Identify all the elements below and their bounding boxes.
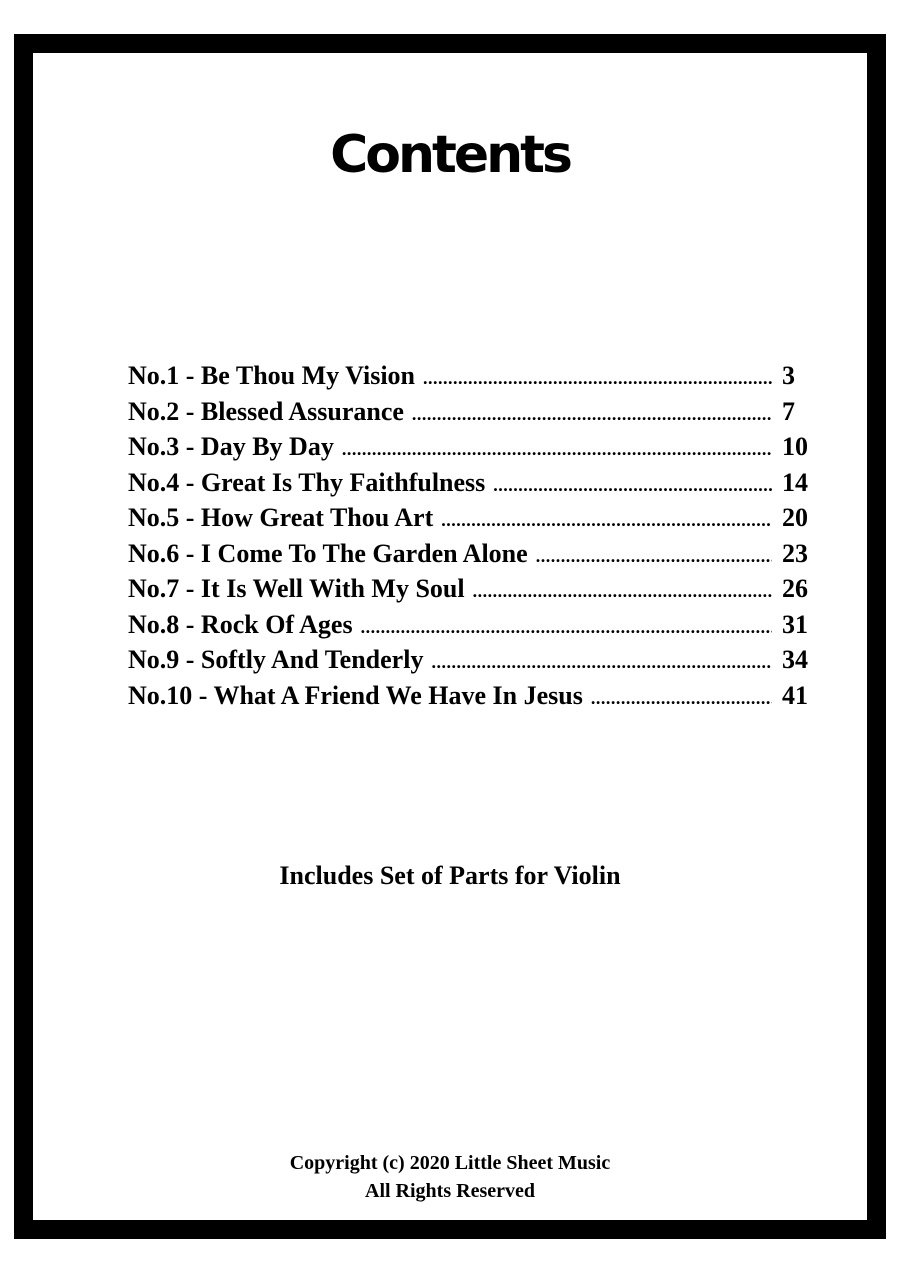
dot-leader xyxy=(423,368,772,389)
toc-item-3[interactable] xyxy=(128,432,818,468)
dot-leader xyxy=(441,510,772,531)
toc-item-page: 41 xyxy=(782,680,808,710)
toc-item-7[interactable] xyxy=(128,574,818,610)
toc-item-2[interactable] xyxy=(128,397,818,433)
dot-leader xyxy=(536,546,772,567)
toc-item-6[interactable] xyxy=(128,539,818,575)
toc-item-page: 7 xyxy=(782,396,795,426)
toc-item-page: 23 xyxy=(782,538,808,568)
toc-item-page: 10 xyxy=(782,432,808,461)
toc-item-5[interactable] xyxy=(128,503,818,539)
dot-leader xyxy=(412,404,772,425)
toc-item-9[interactable] xyxy=(128,645,818,681)
toc-item-4[interactable] xyxy=(128,468,818,504)
toc-item-page: 26 xyxy=(782,574,808,603)
toc-item-label: No.4 - Great Is Thy Faithfulness xyxy=(128,467,486,497)
parts-note: Includes Set of Parts for Violin xyxy=(279,861,621,890)
dot-leader xyxy=(591,688,772,709)
toc-item-10[interactable] xyxy=(128,681,818,717)
toc-item-label: No.1 - Be Thou My Vision xyxy=(128,361,416,390)
page-frame xyxy=(14,34,886,1239)
toc-item-label: No.3 - Day By Day xyxy=(128,432,334,461)
toc-item-page: 14 xyxy=(782,467,808,497)
toc-item-1[interactable] xyxy=(128,361,818,397)
toc-item-page: 31 xyxy=(782,609,808,639)
toc-item-8[interactable] xyxy=(128,610,818,646)
rights-line: All Rights Reserved xyxy=(365,1180,535,1202)
toc-item-label: No.8 - Rock Of Ages xyxy=(128,609,353,639)
toc-item-label: No.7 - It Is Well With My Soul xyxy=(128,574,465,603)
dot-leader xyxy=(473,581,772,602)
dot-leader xyxy=(361,617,772,638)
dot-leader xyxy=(493,475,772,496)
toc-item-label: No.6 - I Come To The Garden Alone xyxy=(128,538,528,568)
copyright-block xyxy=(33,1149,867,1205)
toc-item-page: 34 xyxy=(782,645,808,674)
copyright-line: Copyright (c) 2020 Little Sheet Music xyxy=(289,1152,611,1174)
page-title: Contents xyxy=(330,125,570,185)
dot-leader xyxy=(342,439,772,460)
dot-leader xyxy=(431,652,772,673)
toc-item-label: No.5 - How Great Thou Art xyxy=(128,503,434,532)
toc-item-label: No.2 - Blessed Assurance xyxy=(128,396,404,426)
toc-item-page: 20 xyxy=(782,503,808,532)
toc-item-page: 3 xyxy=(782,361,795,390)
table-of-contents xyxy=(128,361,818,716)
toc-item-label: No.9 - Softly And Tenderly xyxy=(128,645,424,674)
toc-item-label: No.10 - What A Friend We Have In Jesus xyxy=(128,680,583,710)
